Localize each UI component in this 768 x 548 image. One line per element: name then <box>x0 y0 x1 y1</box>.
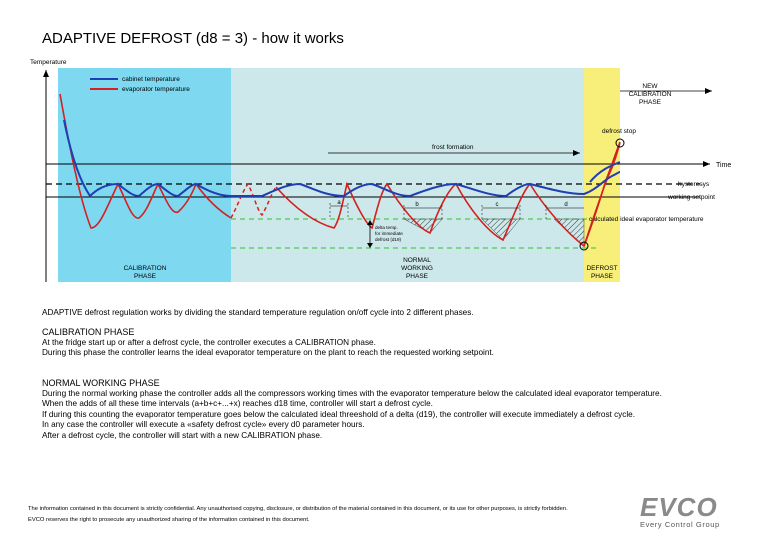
normal-line: After a defrost cycle, the controller will start with a new CALIBRATION phase. <box>42 430 323 440</box>
footer-confidential: The information contained in this document is strictly confidential. Any unauthorised copying, disclosure, or distribution of the material contained in this document, or its use for other purposes, is strictly forbidden. <box>28 506 568 512</box>
normal-phase-label-3: PHASE <box>405 273 429 280</box>
working-setpoint-label: working setpoint <box>668 194 715 201</box>
calculated-ideal-label: calculated ideal evaporator temperature <box>589 216 704 223</box>
calibration-line: During this phase the controller learns the ideal evaporator temperature on the plant to reach the requested working setpoint. <box>42 348 494 358</box>
new-calibration-label-3: PHASE <box>638 99 662 106</box>
new-calibration-label-1: NEW <box>642 83 658 90</box>
calibration-phase-label-1: CALIBRATION <box>123 265 167 272</box>
normal-line: When the adds of all these time intervals (a+b+c+...+x) reaches d18 time, controller will start a defrost cycle. <box>42 399 433 409</box>
frost-formation-label: frost formation <box>432 144 474 151</box>
calibration-line: At the fridge start up or after a defrost cycle, the controller executes a CALIBRATION phase. <box>42 337 376 347</box>
interval-c-label: c <box>495 202 499 208</box>
interval-a-label: a <box>337 200 341 206</box>
calibration-heading: CALIBRATION PHASE <box>42 327 135 337</box>
calibration-phase-label-2: PHASE <box>133 273 157 280</box>
normal-line: In any case the controller will execute a «safety defrost cycle» every d0 parameter hours. <box>42 420 365 430</box>
intro-text: ADAPTIVE defrost regulation works by dividing the standard temperature regulation on/off cycle into 2 different phases. <box>42 308 474 317</box>
y-axis-label: Temperature <box>30 59 67 66</box>
delta-note-3: defrost (d19) <box>375 237 402 242</box>
new-calibration-label-2: CALIBRATION <box>628 91 672 98</box>
legend-evaporator-label: evaporator temperature <box>122 86 190 93</box>
legend-cabinet-label: cabinet temperature <box>122 76 180 83</box>
x-axis-label: Time <box>716 162 732 169</box>
normal-line: During the normal working phase the controller adds all the compressors working times with the evaporator temperature below the calculated ideal evaporator temperature. <box>42 388 662 398</box>
normal-heading: NORMAL WORKING PHASE <box>42 378 160 388</box>
evco-logo <box>640 492 740 529</box>
delta-note-2: for immediate <box>375 231 403 236</box>
defrost-stop-label: defrost stop <box>602 128 636 135</box>
defrost-phase-label-1: DEFROST <box>586 265 618 272</box>
calibration-section <box>42 327 494 359</box>
page-title: ADAPTIVE DEFROST (d8 = 3) - how it works <box>42 30 344 47</box>
defrost-phase-label-2: PHASE <box>590 273 614 280</box>
logo-tagline: Every Control Group <box>640 520 720 529</box>
normal-line: If during this counting the evaporator temperature goes below the calculated ideal threeshold of a delta (d19), the controller will execute immediately a defrost cycle. <box>42 409 636 419</box>
logo-word: EVCO <box>640 492 718 522</box>
normal-section <box>42 378 662 442</box>
hysteresys-label: hysteresys <box>678 181 710 188</box>
footer-rights: EVCO reserves the right to prosecute any unauthorized sharing of the information contained in this document. <box>28 517 310 523</box>
calibration-phase-bg <box>58 68 231 282</box>
delta-note-1: delta temp. <box>375 225 398 230</box>
normal-phase-bg <box>231 68 584 282</box>
normal-phase-label-1: NORMAL <box>403 257 431 264</box>
interval-d-label: d <box>564 202 568 208</box>
interval-b-label: b <box>415 202 419 208</box>
normal-phase-label-2: WORKING <box>401 265 433 272</box>
